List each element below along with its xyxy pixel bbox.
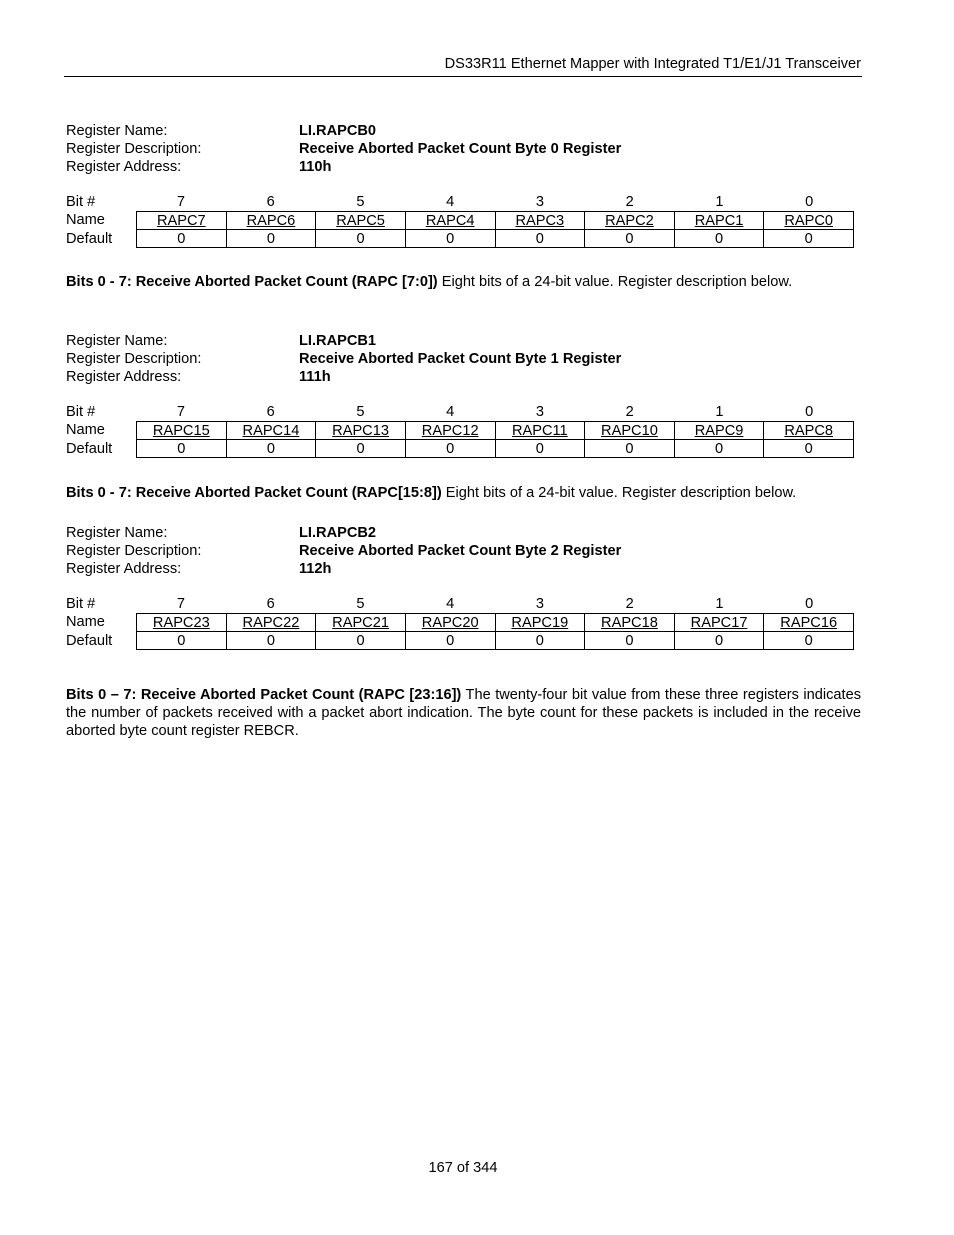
bit-table: [66, 193, 856, 248]
default-value: 0: [675, 632, 765, 650]
default-row-label: Default: [66, 231, 113, 247]
register-description-value: Receive Aborted Packet Count Byte 0 Register: [299, 141, 622, 157]
bit-name: RAPC12: [421, 423, 479, 439]
default-value: 0: [764, 440, 854, 458]
bit-name: RAPC16: [780, 615, 838, 631]
bits-description-text: Eight bits of a 24-bit value. Register description below.: [437, 274, 793, 290]
bit-name: RAPC18: [601, 615, 658, 631]
bit-number: 0: [805, 404, 814, 420]
bit-name: RAPC19: [511, 615, 569, 631]
bit-name: RAPC13: [332, 423, 389, 439]
default-value: 0: [316, 632, 406, 650]
default-value: 0: [585, 230, 675, 248]
bit-row-label: Bit #: [66, 596, 96, 612]
default-value: 0: [585, 440, 675, 458]
register-address-value: 112h: [299, 561, 332, 577]
bit-name: RAPC17: [690, 615, 748, 631]
bits-description-text: Eight bits of a 24-bit value. Register description below.: [441, 485, 797, 501]
register-block-rapcb2: [66, 524, 856, 650]
bit-number: 5: [356, 596, 365, 612]
default-row-label: Default: [66, 441, 113, 457]
default-value: 0: [585, 632, 675, 650]
bit-name: RAPC22: [242, 615, 300, 631]
bit-number: 0: [805, 194, 814, 210]
default-value: 0: [675, 230, 765, 248]
bit-number: 6: [266, 596, 275, 612]
bit-name: RAPC15: [152, 423, 210, 439]
bit-number: 7: [176, 194, 185, 210]
register-address-label: Register Address:: [66, 561, 182, 577]
bit-name: RAPC2: [605, 213, 654, 229]
bit-table: [66, 595, 856, 650]
bit-name: RAPC14: [242, 423, 300, 439]
bit-number: 0: [805, 596, 814, 612]
bit-number: 3: [535, 596, 544, 612]
bit-number: 2: [625, 404, 634, 420]
bit-table: [66, 403, 856, 458]
default-value: 0: [496, 632, 586, 650]
bits-description-title: Bits 0 – 7: Receive Aborted Packet Count (RAPC [23:16]): [66, 687, 462, 703]
default-row-label: Default: [66, 633, 113, 649]
bits-description-text: The twenty-four bit value from these three registers indicates the number of packets received with a packet abort indication. The byte count for these packets is included in the receive aborted byte count register REBCR.: [66, 687, 861, 739]
register-block-rapcb0: [66, 122, 856, 248]
register-name-value: LI.RAPCB0: [299, 123, 377, 139]
register-description-value: Receive Aborted Packet Count Byte 1 Register: [299, 351, 622, 367]
bit-number: 6: [266, 404, 275, 420]
default-value: 0: [136, 440, 227, 458]
register-address-value: 110h: [299, 159, 332, 175]
bit-name: RAPC5: [336, 213, 385, 229]
register-description-value: Receive Aborted Packet Count Byte 2 Register: [299, 543, 622, 559]
bit-name: RAPC6: [246, 213, 296, 229]
bit-number: 4: [446, 404, 455, 420]
default-value: 0: [406, 632, 496, 650]
bit-name: RAPC0: [784, 213, 834, 229]
register-name-label: Register Name:: [66, 525, 168, 541]
register-name-label: Register Name:: [66, 123, 168, 139]
bit-number: 1: [715, 596, 724, 612]
bit-number: 5: [356, 404, 365, 420]
bits-description-rapcb2: [66, 686, 861, 740]
bit-number: 3: [535, 404, 544, 420]
bits-description-title: Bits 0 - 7: Receive Aborted Packet Count (RAPC [7:0]): [66, 274, 438, 290]
header-rule: [64, 76, 862, 77]
bit-name: RAPC20: [421, 615, 479, 631]
register-name-label: Register Name:: [66, 333, 168, 349]
bits-description-title: Bits 0 - 7: Receive Aborted Packet Count (RAPC[15:8]): [66, 485, 442, 501]
bit-row-label: Bit #: [66, 404, 96, 420]
bit-name: RAPC1: [694, 213, 744, 229]
default-value: 0: [496, 230, 586, 248]
bit-number: 7: [176, 404, 185, 420]
bit-number: 6: [266, 194, 275, 210]
default-value: 0: [675, 440, 765, 458]
bits-description-rapcb0: [66, 273, 861, 291]
name-row-label: Name: [66, 212, 105, 228]
register-name-value: LI.RAPCB2: [299, 525, 377, 541]
bit-name: RAPC21: [332, 615, 389, 631]
bit-name: RAPC11: [511, 423, 568, 439]
bit-number: 4: [446, 596, 455, 612]
bits-description-rapcb1: [66, 484, 861, 502]
register-description-label: Register Description:: [66, 351, 202, 367]
default-value: 0: [136, 632, 227, 650]
bit-name: RAPC3: [515, 213, 565, 229]
bit-number: 5: [356, 194, 365, 210]
page-number: 167 of 344: [428, 1160, 498, 1176]
register-address-label: Register Address:: [66, 159, 182, 175]
default-value: 0: [227, 230, 317, 248]
default-value: 0: [764, 632, 854, 650]
default-value: 0: [227, 440, 317, 458]
bit-row-label: Bit #: [66, 194, 96, 210]
register-description-label: Register Description:: [66, 141, 202, 157]
bit-number: 1: [715, 404, 724, 420]
bit-name: RAPC7: [156, 213, 206, 229]
bit-number: 3: [535, 194, 544, 210]
default-value: 0: [406, 440, 496, 458]
bit-name: RAPC23: [152, 615, 210, 631]
name-row-label: Name: [66, 614, 105, 630]
register-address-label: Register Address:: [66, 369, 182, 385]
bit-number: 1: [715, 194, 724, 210]
register-name-value: LI.RAPCB1: [299, 333, 377, 349]
default-value: 0: [764, 230, 854, 248]
register-description-label: Register Description:: [66, 543, 202, 559]
bit-name: RAPC8: [784, 423, 834, 439]
bit-name: RAPC9: [694, 423, 744, 439]
bit-number: 2: [625, 194, 634, 210]
default-value: 0: [316, 440, 406, 458]
register-address-value: 111h: [299, 369, 331, 385]
document-header-title: DS33R11 Ethernet Mapper with Integrated T1/E1/J1 Transceiver: [444, 56, 861, 72]
default-value: 0: [406, 230, 496, 248]
default-value: 0: [496, 440, 586, 458]
default-value: 0: [316, 230, 406, 248]
default-value: 0: [227, 632, 317, 650]
bit-number: 4: [446, 194, 455, 210]
bit-number: 2: [625, 596, 634, 612]
name-row-label: Name: [66, 422, 105, 438]
bit-name: RAPC4: [425, 213, 475, 229]
bit-name: RAPC10: [601, 423, 658, 439]
default-value: 0: [136, 230, 227, 248]
register-block-rapcb1: [66, 332, 856, 458]
bit-number: 7: [176, 596, 185, 612]
